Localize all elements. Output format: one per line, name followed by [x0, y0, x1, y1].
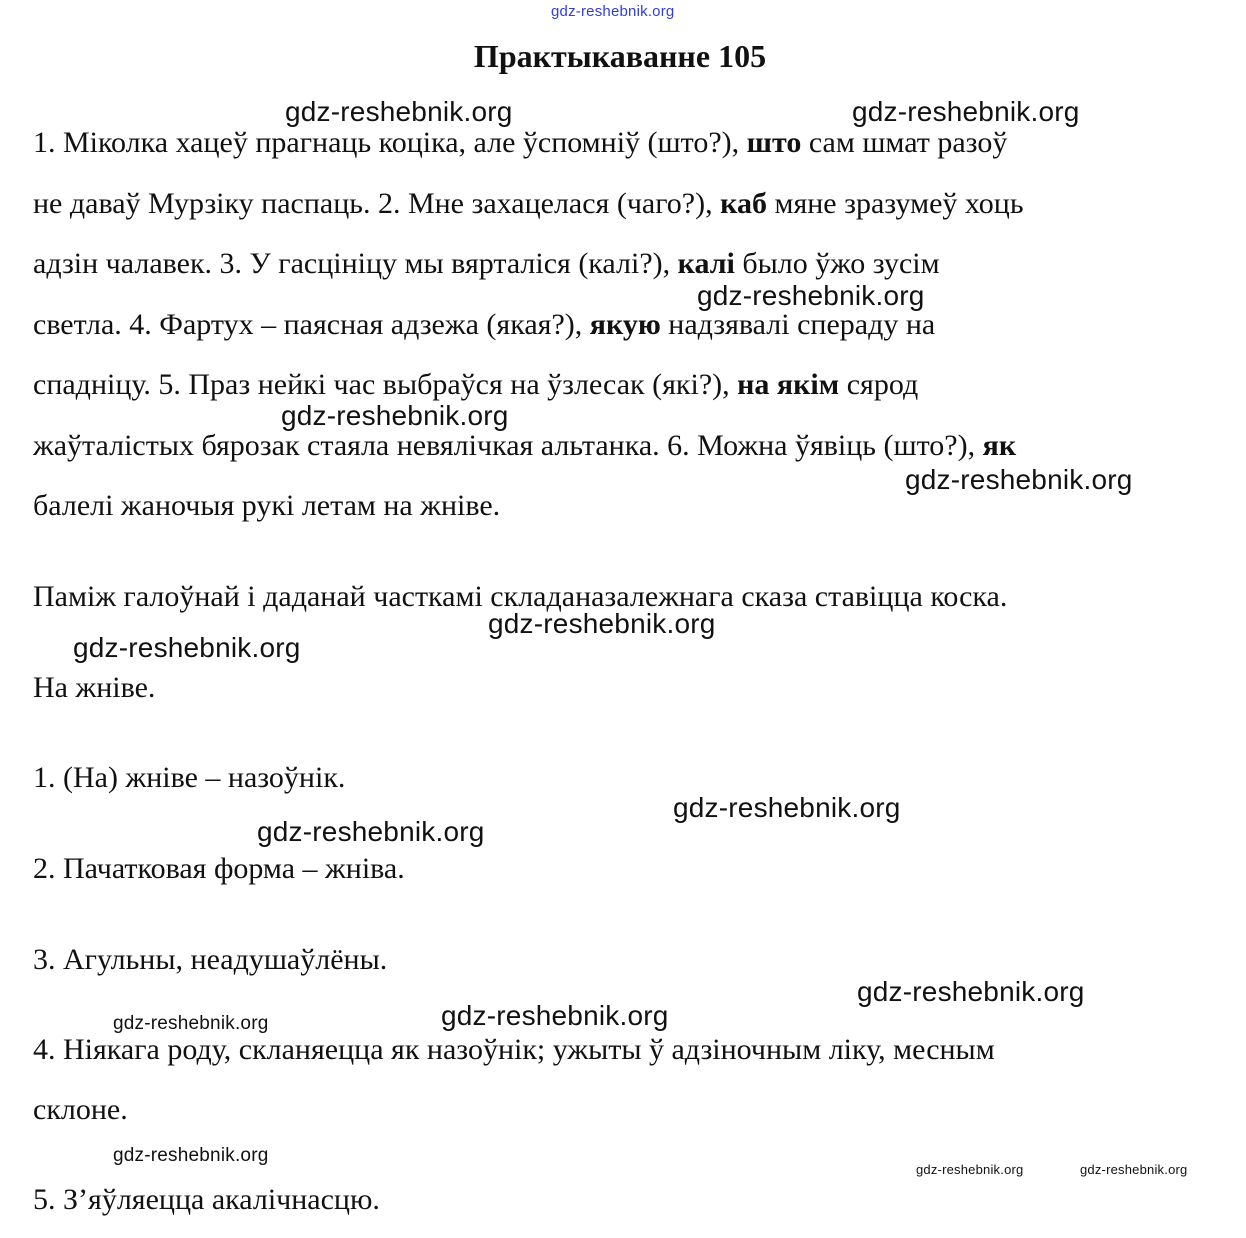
conjunction-bold: як — [982, 428, 1017, 462]
word-heading: На жніве. — [33, 671, 156, 704]
conjunction-bold: калі — [677, 247, 735, 280]
paragraph-line — [33, 488, 500, 524]
conjunction-bold: якую — [589, 307, 661, 341]
watermark-top: gdz-reshebnik.org — [551, 3, 675, 20]
paragraph-line — [33, 428, 1016, 464]
watermark: gdz-reshebnik.org — [488, 608, 716, 639]
watermark: gdz-reshebnik.org — [285, 96, 513, 127]
text-segment: надзявалі спераду на — [660, 307, 936, 341]
watermark: gdz-reshebnik.org — [673, 792, 901, 823]
text-segment: сярод — [839, 368, 919, 401]
text-segment: было ўжо зусім — [734, 247, 940, 280]
watermark: gdz-reshebnik.org — [73, 632, 301, 663]
watermark: gdz-reshebnik.org — [905, 464, 1133, 495]
conjunction-bold: на якім — [737, 368, 840, 401]
analysis-item-4: 4. Ніякага роду, скланяецца як назоўнік; ужыты ў адзіночным ліку, месным — [33, 1033, 995, 1066]
analysis-item-2: 2. Пачатковая форма – жніва. — [33, 852, 405, 885]
watermark: gdz-reshebnik.org — [441, 1000, 669, 1031]
text-segment: адзін чалавек. 3. У гасцініцу мы вярталіся (калі?), — [33, 247, 678, 280]
watermark: gdz-reshebnik.org — [281, 400, 509, 431]
paragraph-line — [33, 367, 918, 403]
text-segment: сам шмат разоў — [801, 126, 1008, 159]
watermark: gdz-reshebnik.org — [852, 96, 1080, 127]
text-segment: балелі жаночыя рукі летам на жніве. — [33, 489, 501, 522]
paragraph-line — [33, 125, 1007, 161]
analysis-item-1: 1. (На) жніве – назоўнік. — [33, 761, 346, 794]
rule-text: Паміж галоўнай і даданай часткамі складаназалежнага сказа ставіцца коска. — [33, 580, 1008, 613]
paragraph-line — [33, 246, 940, 282]
analysis-item-5: 5. З’яўляецца акалічнасцю. — [33, 1183, 380, 1216]
watermark: gdz-reshebnik.org — [916, 1162, 1024, 1177]
analysis-item-4-cont: склоне. — [33, 1093, 128, 1126]
watermark: gdz-reshebnik.org — [113, 1013, 269, 1034]
watermark: gdz-reshebnik.org — [697, 280, 925, 311]
text-segment: не даваў Мурзіку паспаць. 2. Мне захацелася (чаго?), — [33, 186, 721, 220]
watermark: gdz-reshebnik.org — [857, 976, 1085, 1007]
text-segment: светла. 4. Фартух – паясная адзежа (якая?), — [33, 307, 590, 341]
text-segment: мяне зразумеў хоць — [766, 186, 1024, 220]
watermark: gdz-reshebnik.org — [257, 816, 485, 847]
analysis-item-3: 3. Агульны, неадушаўлёны. — [33, 943, 388, 976]
text-segment: жаўталістых бярозак стаяла невялічкая альтанка. 6. Можна ўявіць (што?), — [33, 428, 983, 462]
watermark: gdz-reshebnik.org — [1080, 1162, 1188, 1177]
conjunction-bold: што — [746, 126, 802, 159]
page-title: Практыкаванне 105 — [473, 38, 767, 74]
watermark: gdz-reshebnik.org — [113, 1145, 269, 1166]
paragraph-line — [33, 186, 1024, 222]
text-segment: спадніцу. 5. Праз нейкі час выбраўся на ўзлесак (які?), — [33, 368, 738, 401]
conjunction-bold: каб — [720, 186, 767, 220]
text-segment: 1. Міколка хацеў прагнаць коціка, але ўспомніў (што?), — [33, 126, 747, 159]
